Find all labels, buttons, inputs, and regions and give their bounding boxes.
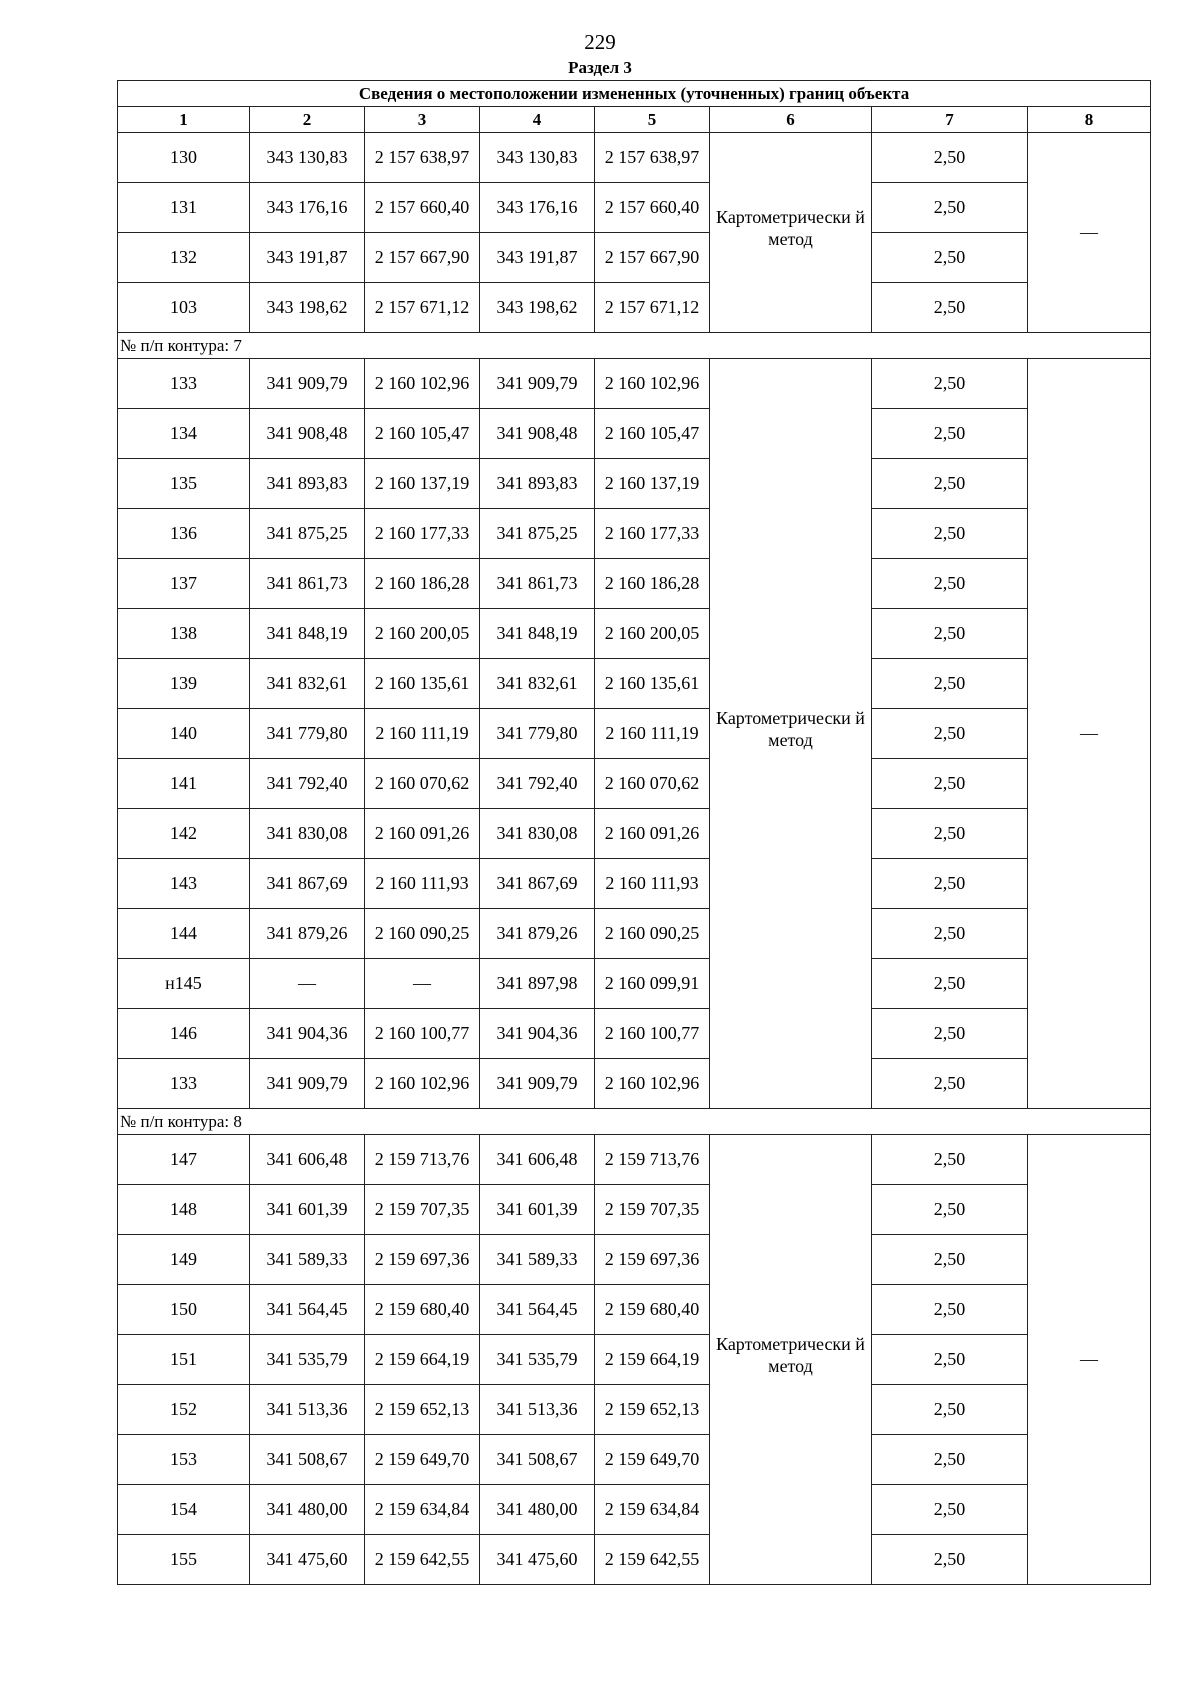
table-row <box>118 559 1151 609</box>
column-header-7: 7 <box>872 107 1028 133</box>
table-row <box>118 359 1151 409</box>
table-row <box>118 1385 1151 1435</box>
existing-y-cell: 2 160 186,28 <box>365 559 480 609</box>
existing-y-cell: 2 160 070,62 <box>365 759 480 809</box>
existing-y-cell: 2 160 100,77 <box>365 1009 480 1059</box>
existing-x-cell: 341 475,60 <box>250 1535 365 1585</box>
existing-x-cell: 341 832,61 <box>250 659 365 709</box>
existing-y-cell: 2 159 652,13 <box>365 1385 480 1435</box>
new-x-cell: 341 513,36 <box>480 1385 595 1435</box>
precision-cell: 2,50 <box>872 1335 1028 1385</box>
existing-x-cell: 341 848,19 <box>250 609 365 659</box>
new-y-cell: 2 159 634,84 <box>595 1485 710 1535</box>
point-number-cell: 134 <box>118 409 250 459</box>
column-header-4: 4 <box>480 107 595 133</box>
existing-y-cell: 2 160 102,96 <box>365 1059 480 1109</box>
new-y-cell: 2 160 102,96 <box>595 359 710 409</box>
table-row <box>118 1009 1151 1059</box>
existing-y-cell: 2 159 634,84 <box>365 1485 480 1535</box>
existing-x-cell: 341 779,80 <box>250 709 365 759</box>
point-number-cell: 142 <box>118 809 250 859</box>
new-x-cell: 341 564,45 <box>480 1285 595 1335</box>
method-cell: Картометрически й метод <box>710 359 872 1109</box>
existing-x-cell: 341 508,67 <box>250 1435 365 1485</box>
table-row <box>118 1435 1151 1485</box>
new-x-cell: 343 198,62 <box>480 283 595 333</box>
new-y-cell: 2 160 102,96 <box>595 1059 710 1109</box>
new-x-cell: 341 779,80 <box>480 709 595 759</box>
existing-x-cell: 341 564,45 <box>250 1285 365 1335</box>
table-row <box>118 1535 1151 1585</box>
description-cell: — <box>1028 133 1151 333</box>
existing-x-cell: 341 875,25 <box>250 509 365 559</box>
new-y-cell: 2 159 713,76 <box>595 1135 710 1185</box>
existing-y-cell: 2 160 135,61 <box>365 659 480 709</box>
precision-cell: 2,50 <box>872 1485 1028 1535</box>
new-y-cell: 2 160 099,91 <box>595 959 710 1009</box>
precision-cell: 2,50 <box>872 809 1028 859</box>
precision-cell: 2,50 <box>872 1535 1028 1585</box>
table-row <box>118 233 1151 283</box>
existing-y-cell: 2 160 090,25 <box>365 909 480 959</box>
new-y-cell: 2 160 177,33 <box>595 509 710 559</box>
new-y-cell: 2 157 671,12 <box>595 283 710 333</box>
existing-x-cell: 341 861,73 <box>250 559 365 609</box>
new-x-cell: 341 792,40 <box>480 759 595 809</box>
precision-cell: 2,50 <box>872 609 1028 659</box>
point-number-cell: 155 <box>118 1535 250 1585</box>
precision-cell: 2,50 <box>872 859 1028 909</box>
existing-x-cell: 343 198,62 <box>250 283 365 333</box>
new-y-cell: 2 160 105,47 <box>595 409 710 459</box>
new-x-cell: 341 879,26 <box>480 909 595 959</box>
precision-cell: 2,50 <box>872 133 1028 183</box>
new-x-cell: 341 904,36 <box>480 1009 595 1059</box>
new-x-cell: 343 176,16 <box>480 183 595 233</box>
existing-y-cell: 2 160 091,26 <box>365 809 480 859</box>
new-y-cell: 2 159 642,55 <box>595 1535 710 1585</box>
new-y-cell: 2 159 707,35 <box>595 1185 710 1235</box>
contour-row <box>118 1109 1151 1135</box>
page-number: 229 <box>584 30 616 54</box>
existing-x-cell: 341 893,83 <box>250 459 365 509</box>
new-y-cell: 2 160 111,93 <box>595 859 710 909</box>
precision-cell: 2,50 <box>872 509 1028 559</box>
existing-x-cell: 341 535,79 <box>250 1335 365 1385</box>
existing-y-cell: 2 160 177,33 <box>365 509 480 559</box>
precision-cell: 2,50 <box>872 283 1028 333</box>
existing-y-cell: 2 157 638,97 <box>365 133 480 183</box>
point-number-cell: 139 <box>118 659 250 709</box>
point-number-cell: 133 <box>118 359 250 409</box>
new-y-cell: 2 160 135,61 <box>595 659 710 709</box>
table-title: Сведения о местоположении измененных (уточненных) границ объекта <box>118 81 1151 107</box>
existing-y-cell: 2 159 697,36 <box>365 1235 480 1285</box>
table-row <box>118 183 1151 233</box>
table-row <box>118 1485 1151 1535</box>
new-x-cell: 341 897,98 <box>480 959 595 1009</box>
new-x-cell: 341 480,00 <box>480 1485 595 1535</box>
new-x-cell: 343 130,83 <box>480 133 595 183</box>
existing-x-cell: 341 867,69 <box>250 859 365 909</box>
precision-cell: 2,50 <box>872 1059 1028 1109</box>
new-x-cell: 341 861,73 <box>480 559 595 609</box>
table-row <box>118 1185 1151 1235</box>
point-number-cell: 149 <box>118 1235 250 1285</box>
point-number-cell: 153 <box>118 1435 250 1485</box>
point-number-cell: 147 <box>118 1135 250 1185</box>
new-x-cell: 341 908,48 <box>480 409 595 459</box>
new-x-cell: 343 191,87 <box>480 233 595 283</box>
new-y-cell: 2 160 137,19 <box>595 459 710 509</box>
table-row <box>118 1059 1151 1109</box>
table-body <box>118 133 1151 1585</box>
column-header-6: 6 <box>710 107 872 133</box>
description-cell: — <box>1028 359 1151 1109</box>
point-number-cell: 154 <box>118 1485 250 1535</box>
column-header-row <box>118 107 1151 133</box>
precision-cell: 2,50 <box>872 233 1028 283</box>
precision-cell: 2,50 <box>872 759 1028 809</box>
new-x-cell: 341 606,48 <box>480 1135 595 1185</box>
precision-cell: 2,50 <box>872 1385 1028 1435</box>
new-y-cell: 2 157 660,40 <box>595 183 710 233</box>
point-number-cell: 137 <box>118 559 250 609</box>
new-x-cell: 341 475,60 <box>480 1535 595 1585</box>
method-cell: Картометрически й метод <box>710 1135 872 1585</box>
new-y-cell: 2 157 638,97 <box>595 133 710 183</box>
existing-x-cell: 341 908,48 <box>250 409 365 459</box>
new-y-cell: 2 160 200,05 <box>595 609 710 659</box>
point-number-cell: н145 <box>118 959 250 1009</box>
boundary-table <box>117 80 1151 1585</box>
new-x-cell: 341 832,61 <box>480 659 595 709</box>
point-number-cell: 131 <box>118 183 250 233</box>
existing-x-cell: 343 130,83 <box>250 133 365 183</box>
new-x-cell: 341 508,67 <box>480 1435 595 1485</box>
point-number-cell: 152 <box>118 1385 250 1435</box>
existing-y-cell: 2 160 111,19 <box>365 709 480 759</box>
new-x-cell: 341 909,79 <box>480 359 595 409</box>
point-number-cell: 103 <box>118 283 250 333</box>
existing-y-cell: 2 157 671,12 <box>365 283 480 333</box>
new-y-cell: 2 159 680,40 <box>595 1285 710 1335</box>
new-x-cell: 341 848,19 <box>480 609 595 659</box>
new-x-cell: 341 893,83 <box>480 459 595 509</box>
precision-cell: 2,50 <box>872 1435 1028 1485</box>
table-row <box>118 859 1151 909</box>
new-y-cell: 2 157 667,90 <box>595 233 710 283</box>
table-row <box>118 609 1151 659</box>
new-y-cell: 2 160 111,19 <box>595 709 710 759</box>
precision-cell: 2,50 <box>872 559 1028 609</box>
new-x-cell: 341 909,79 <box>480 1059 595 1109</box>
existing-x-cell: 341 513,36 <box>250 1385 365 1435</box>
existing-x-cell: 341 830,08 <box>250 809 365 859</box>
existing-x-cell: 341 792,40 <box>250 759 365 809</box>
existing-y-cell: 2 157 667,90 <box>365 233 480 283</box>
table-row <box>118 759 1151 809</box>
precision-cell: 2,50 <box>872 1285 1028 1335</box>
new-x-cell: 341 589,33 <box>480 1235 595 1285</box>
existing-y-cell: — <box>365 959 480 1009</box>
section-title: Раздел 3 <box>568 58 632 77</box>
new-y-cell: 2 160 070,62 <box>595 759 710 809</box>
existing-y-cell: 2 159 713,76 <box>365 1135 480 1185</box>
point-number-cell: 148 <box>118 1185 250 1235</box>
new-x-cell: 341 867,69 <box>480 859 595 909</box>
existing-x-cell: 341 909,79 <box>250 359 365 409</box>
new-y-cell: 2 159 652,13 <box>595 1385 710 1435</box>
precision-cell: 2,50 <box>872 409 1028 459</box>
table-row <box>118 459 1151 509</box>
table-row <box>118 1335 1151 1385</box>
existing-x-cell: — <box>250 959 365 1009</box>
point-number-cell: 144 <box>118 909 250 959</box>
existing-y-cell: 2 160 111,93 <box>365 859 480 909</box>
contour-row <box>118 333 1151 359</box>
column-header-2: 2 <box>250 107 365 133</box>
method-cell: Картометрически й метод <box>710 133 872 333</box>
precision-cell: 2,50 <box>872 459 1028 509</box>
table-row <box>118 909 1151 959</box>
precision-cell: 2,50 <box>872 1185 1028 1235</box>
column-header-1: 1 <box>118 107 250 133</box>
existing-y-cell: 2 160 200,05 <box>365 609 480 659</box>
point-number-cell: 138 <box>118 609 250 659</box>
precision-cell: 2,50 <box>872 709 1028 759</box>
existing-y-cell: 2 159 664,19 <box>365 1335 480 1385</box>
point-number-cell: 136 <box>118 509 250 559</box>
new-x-cell: 341 830,08 <box>480 809 595 859</box>
new-y-cell: 2 160 091,26 <box>595 809 710 859</box>
existing-x-cell: 343 191,87 <box>250 233 365 283</box>
existing-x-cell: 341 601,39 <box>250 1185 365 1235</box>
table-row <box>118 1235 1151 1285</box>
column-header-3: 3 <box>365 107 480 133</box>
existing-x-cell: 341 480,00 <box>250 1485 365 1535</box>
new-y-cell: 2 159 664,19 <box>595 1335 710 1385</box>
existing-x-cell: 341 589,33 <box>250 1235 365 1285</box>
table-row <box>118 409 1151 459</box>
point-number-cell: 132 <box>118 233 250 283</box>
existing-x-cell: 341 904,36 <box>250 1009 365 1059</box>
precision-cell: 2,50 <box>872 909 1028 959</box>
existing-y-cell: 2 157 660,40 <box>365 183 480 233</box>
precision-cell: 2,50 <box>872 359 1028 409</box>
precision-cell: 2,50 <box>872 1009 1028 1059</box>
table-row <box>118 659 1151 709</box>
new-y-cell: 2 160 090,25 <box>595 909 710 959</box>
table-row <box>118 1285 1151 1335</box>
existing-y-cell: 2 160 137,19 <box>365 459 480 509</box>
point-number-cell: 146 <box>118 1009 250 1059</box>
column-header-8: 8 <box>1028 107 1151 133</box>
point-number-cell: 141 <box>118 759 250 809</box>
existing-y-cell: 2 159 680,40 <box>365 1285 480 1335</box>
new-x-cell: 341 875,25 <box>480 509 595 559</box>
point-number-cell: 150 <box>118 1285 250 1335</box>
table-row <box>118 809 1151 859</box>
existing-y-cell: 2 159 707,35 <box>365 1185 480 1235</box>
existing-y-cell: 2 160 102,96 <box>365 359 480 409</box>
table-row <box>118 959 1151 1009</box>
precision-cell: 2,50 <box>872 1135 1028 1185</box>
precision-cell: 2,50 <box>872 659 1028 709</box>
existing-y-cell: 2 159 642,55 <box>365 1535 480 1585</box>
point-number-cell: 143 <box>118 859 250 909</box>
precision-cell: 2,50 <box>872 183 1028 233</box>
new-y-cell: 2 160 100,77 <box>595 1009 710 1059</box>
existing-x-cell: 341 606,48 <box>250 1135 365 1185</box>
precision-cell: 2,50 <box>872 959 1028 1009</box>
new-x-cell: 341 601,39 <box>480 1185 595 1235</box>
existing-y-cell: 2 160 105,47 <box>365 409 480 459</box>
table-row <box>118 1135 1151 1185</box>
table-row <box>118 709 1151 759</box>
point-number-cell: 130 <box>118 133 250 183</box>
precision-cell: 2,50 <box>872 1235 1028 1285</box>
point-number-cell: 135 <box>118 459 250 509</box>
existing-x-cell: 341 879,26 <box>250 909 365 959</box>
new-y-cell: 2 159 649,70 <box>595 1435 710 1485</box>
existing-y-cell: 2 159 649,70 <box>365 1435 480 1485</box>
point-number-cell: 151 <box>118 1335 250 1385</box>
point-number-cell: 140 <box>118 709 250 759</box>
point-number-cell: 133 <box>118 1059 250 1109</box>
table-row <box>118 133 1151 183</box>
contour-label: № п/п контура: 7 <box>118 333 1151 359</box>
table-row <box>118 509 1151 559</box>
contour-label: № п/п контура: 8 <box>118 1109 1151 1135</box>
column-header-5: 5 <box>595 107 710 133</box>
new-y-cell: 2 159 697,36 <box>595 1235 710 1285</box>
existing-x-cell: 343 176,16 <box>250 183 365 233</box>
existing-x-cell: 341 909,79 <box>250 1059 365 1109</box>
table-row <box>118 283 1151 333</box>
description-cell: — <box>1028 1135 1151 1585</box>
new-y-cell: 2 160 186,28 <box>595 559 710 609</box>
new-x-cell: 341 535,79 <box>480 1335 595 1385</box>
